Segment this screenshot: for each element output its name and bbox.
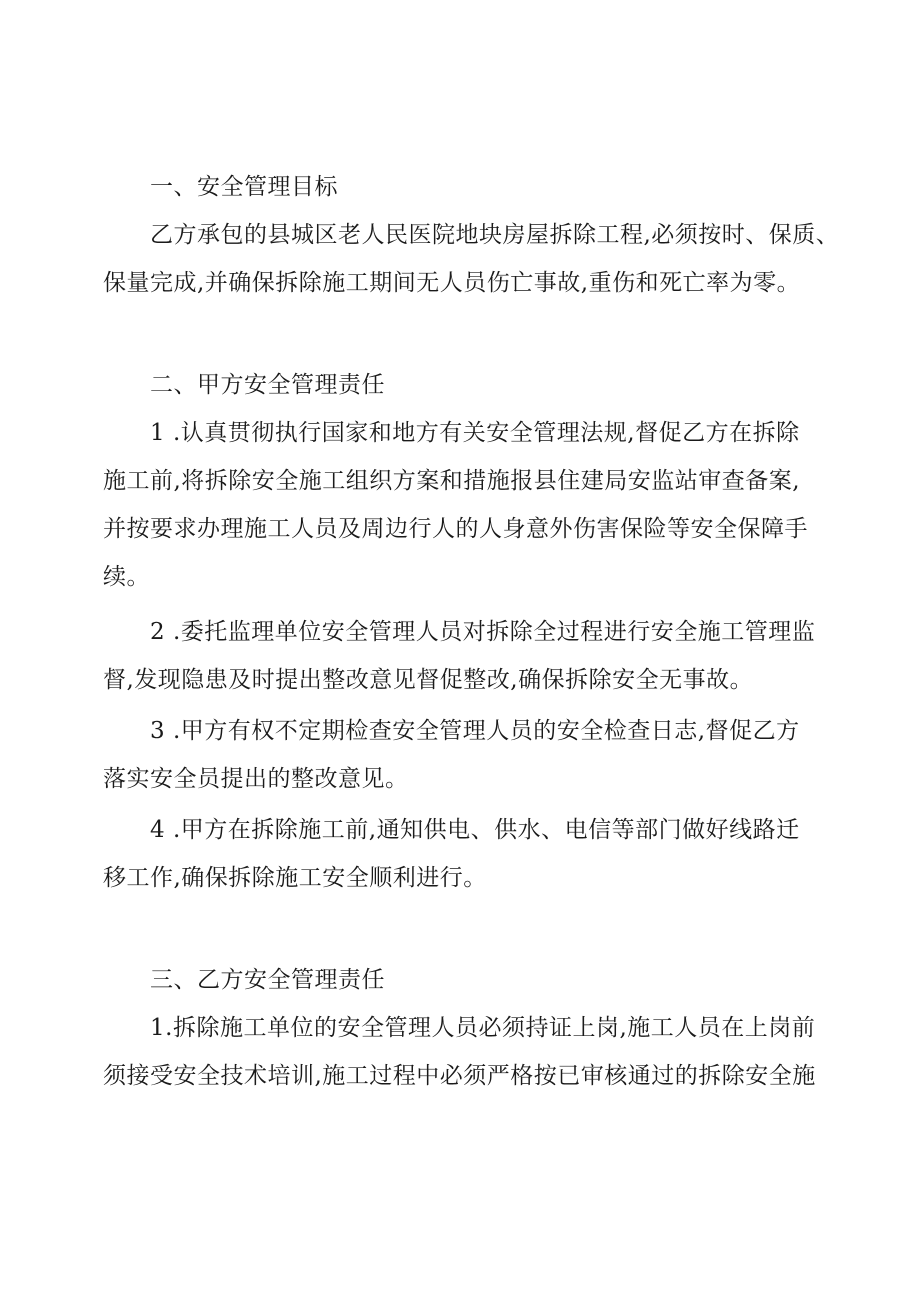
paragraph-line: 乙方承包的县城区老人民医院地块房屋拆除工程,必须按时、保质、 [150,222,840,248]
paragraph-line: 督,发现隐患及时提出整改意见督促整改,确保拆除安全无事故。 [103,667,754,693]
paragraph-line: 保量完成,并确保拆除施工期间无人员伤亡事故,重伤和死亡率为零。 [103,270,801,296]
paragraph-line: 3 .甲方有权不定期检查安全管理人员的安全检查日志,督促乙方 [150,718,800,744]
paragraph-line: 4 .甲方在拆除施工前,通知供电、供水、电信等部门做好线路迁 [150,817,800,843]
paragraph-line: 续。 [103,564,150,590]
section-heading-2: 二、甲方安全管理责任 [150,372,385,398]
section-heading-3: 三、乙方安全管理责任 [150,967,385,993]
paragraph-line: 并按要求办理施工人员及周边行人的人身意外伤害保险等安全保障手 [103,516,808,542]
paragraph-line: 移工作,确保拆除施工安全顺利进行。 [103,865,487,891]
paragraph-line: 1 .认真贯彻执行国家和地方有关安全管理法规,督促乙方在拆除 [150,420,800,446]
paragraph-line: 须接受安全技术培训,施工过程中必须严格按已审核通过的拆除安全施 [103,1063,816,1089]
section-heading-1: 一、安全管理目标 [150,174,338,200]
paragraph-line: 1.拆除施工单位的安全管理人员必须持证上岗,施工人员在上岗前 [150,1015,816,1041]
paragraph-line: 施工前,将拆除安全施工组织方案和措施报县住建局安监站审查备案, [103,468,801,494]
paragraph-line: 落实安全员提出的整改意见。 [103,766,409,792]
paragraph-line: 2 .委托监理单位安全管理人员对拆除全过程进行安全施工管理监 [150,619,816,645]
